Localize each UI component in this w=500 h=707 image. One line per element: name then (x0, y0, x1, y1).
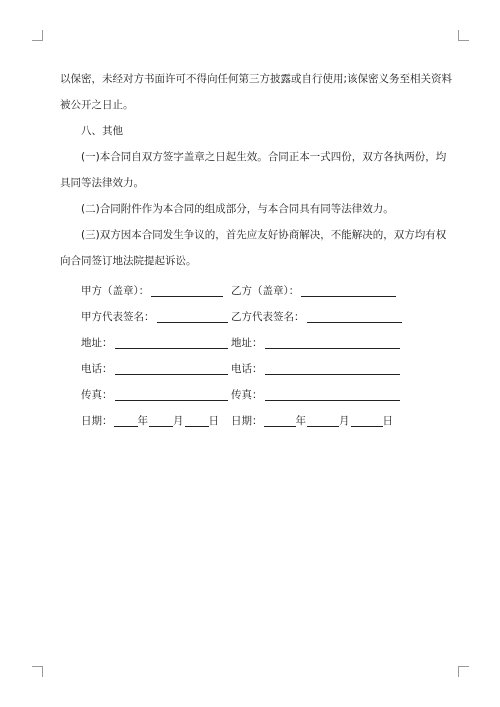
party-a-address-blank[interactable] (115, 336, 229, 349)
party-b-phone-label: 电话： (231, 362, 263, 375)
party-b-seal-label: 乙方（盖章）： (231, 284, 300, 297)
party-a-rep-label: 甲方代表签名： (81, 310, 155, 323)
party-b-fax-blank[interactable] (265, 388, 400, 401)
party-b-address-label: 地址： (231, 336, 263, 349)
party-b-seal-blank[interactable] (301, 284, 396, 297)
corner-mark-top-left (32, 30, 43, 41)
section-heading: 八、其他 (81, 125, 123, 137)
party-b-date-label: 日期： (231, 414, 263, 427)
party-b-rep-blank[interactable] (307, 310, 402, 323)
paragraph-line: (三)双方因本合同发生争议的，首先应友好协商解决，不能解决的，双方均有权 (81, 229, 447, 241)
signature-block (60, 277, 445, 433)
party-a-seal-label: 甲方（盖章）： (81, 284, 150, 297)
paragraph-line: (一)本合同自双方签字盖章之日起生效。合同正本一式四份，双方各执两份，均 (81, 151, 447, 163)
party-b-month-label: 月 (339, 414, 350, 427)
party-b-day-blank[interactable] (351, 414, 383, 427)
party-a-address-label: 地址： (81, 336, 113, 349)
corner-mark-bottom-left (32, 666, 43, 677)
party-a-phone-blank[interactable] (115, 362, 229, 375)
paragraph-line: 具同等法律效力。 (60, 177, 144, 189)
party-a-month-label: 月 (173, 414, 184, 427)
signature-row-seal (60, 277, 445, 303)
party-a-fax-label: 传真： (81, 388, 113, 401)
party-a-rep-blank[interactable] (157, 310, 229, 323)
party-a-date-label: 日期： (81, 414, 113, 427)
paragraph-line: 向合同签订地法院提起诉讼。 (60, 255, 197, 267)
signature-row-fax (60, 381, 445, 407)
party-a-month-blank[interactable] (149, 414, 173, 427)
party-a-fax-blank[interactable] (115, 388, 229, 401)
party-a-year-blank[interactable] (114, 414, 138, 427)
corner-mark-top-right (458, 30, 469, 41)
party-b-year-blank[interactable] (264, 414, 296, 427)
party-a-day-blank[interactable] (185, 414, 209, 427)
party-b-year-label: 年 (295, 414, 306, 427)
signature-row-address (60, 329, 445, 355)
party-a-year-label: 年 (137, 414, 148, 427)
signature-row-date (60, 407, 445, 433)
party-b-rep-label: 乙方代表签名： (231, 310, 305, 323)
paragraph-line: 被公开之日止。 (60, 99, 134, 111)
party-b-address-blank[interactable] (265, 336, 400, 349)
party-b-fax-label: 传真： (231, 388, 263, 401)
party-b-day-label: 日 (382, 414, 393, 427)
document-body (60, 66, 453, 433)
party-a-phone-label: 电话： (81, 362, 113, 375)
signature-row-phone (60, 355, 445, 381)
paragraph-line: (二)合同附件作为本合同的组成部分，与本合同具有同等法律效力。 (81, 203, 394, 215)
paragraph-line: 以保密，未经对方书面许可不得向任何第三方披露或自行使用;该保密义务至相关资料 (60, 73, 453, 85)
party-a-day-label: 日 (208, 414, 219, 427)
party-a-seal-blank[interactable] (151, 284, 223, 297)
party-b-month-blank[interactable] (307, 414, 339, 427)
party-b-phone-blank[interactable] (265, 362, 400, 375)
corner-mark-bottom-right (458, 666, 469, 677)
signature-row-rep (60, 303, 445, 329)
